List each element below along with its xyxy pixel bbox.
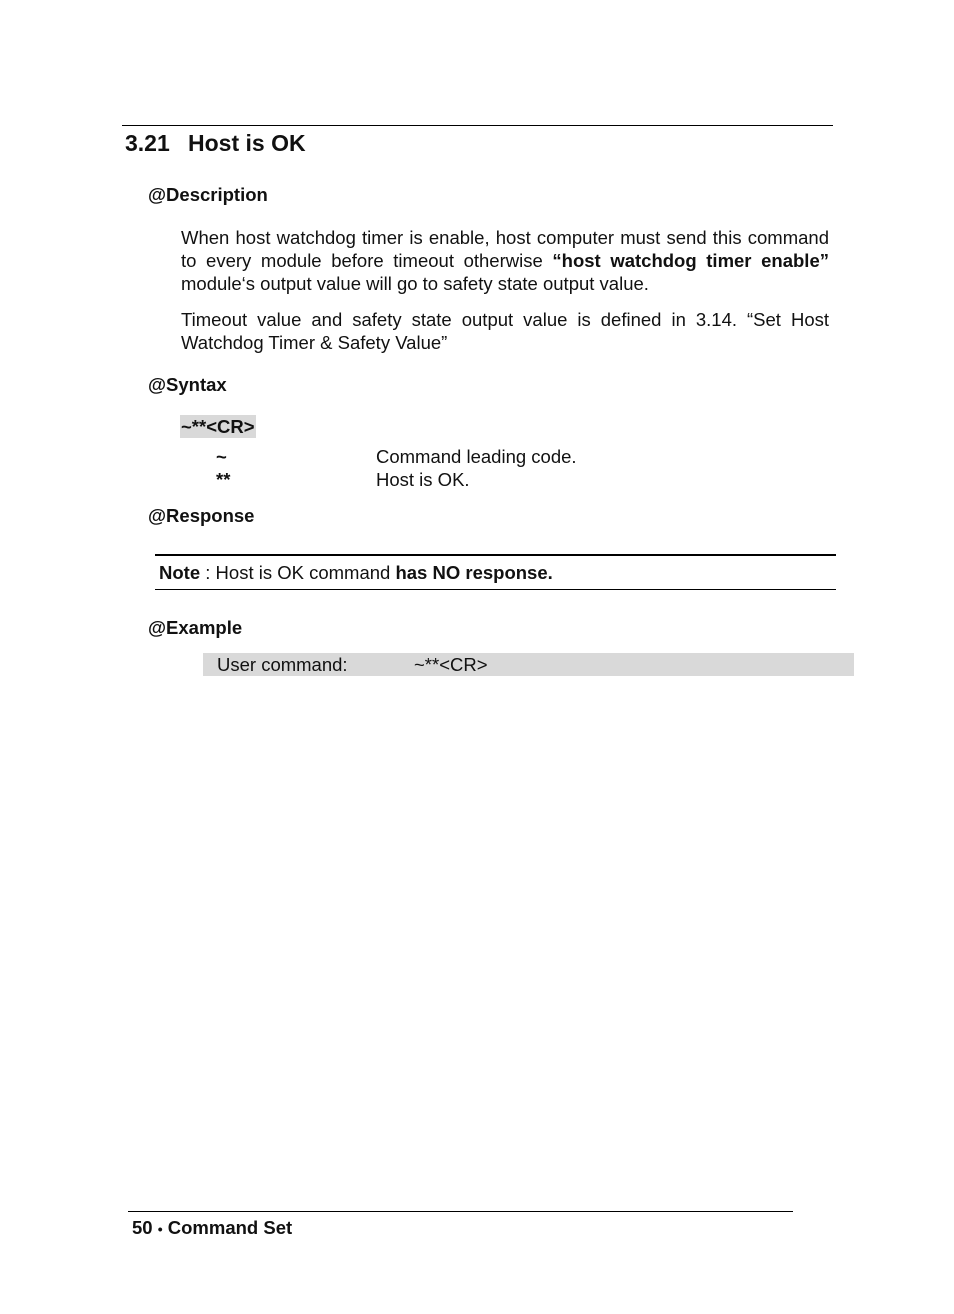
syntax-code: ~**<CR> <box>181 416 255 437</box>
section-name: Host is OK <box>188 130 306 156</box>
note-text: Note : Host is OK command has NO response. <box>159 562 553 583</box>
header-rule <box>122 125 833 126</box>
description-paragraph-1: When host watchdog timer is enable, host computer must send this command to every module before timeout otherwise “host watchdog timer enable” module‘s output value will go to safety state output value. <box>181 227 829 294</box>
example-value: ~**<CR> <box>414 654 488 675</box>
section-number: 3.21 <box>125 130 170 156</box>
chapter-name: Command Set <box>167 1217 293 1238</box>
example-label: User command: <box>217 654 348 675</box>
syntax-symbol-1: ~ <box>216 446 227 467</box>
section-title <box>125 130 306 157</box>
syntax-desc-2: Host is OK. <box>376 469 470 490</box>
syntax-symbol-2: ** <box>216 469 231 490</box>
description-heading: @Description <box>148 184 268 205</box>
note-bottom-rule <box>155 589 836 590</box>
note-top-rule <box>155 554 836 556</box>
page-number: 50 <box>132 1217 153 1238</box>
syntax-heading: @Syntax <box>148 374 227 395</box>
syntax-desc-1: Command leading code. <box>376 446 577 467</box>
example-heading: @Example <box>148 617 243 638</box>
note-label: Note <box>159 562 201 583</box>
footer-bullet: • <box>157 1221 163 1237</box>
footer <box>132 1217 292 1239</box>
description-paragraph-2: Timeout value and safety state output value is defined in 3.14. “Set Host Watchdog Timer & Safety Value” <box>181 309 829 353</box>
response-heading: @Response <box>148 505 255 526</box>
footer-rule <box>128 1211 793 1212</box>
